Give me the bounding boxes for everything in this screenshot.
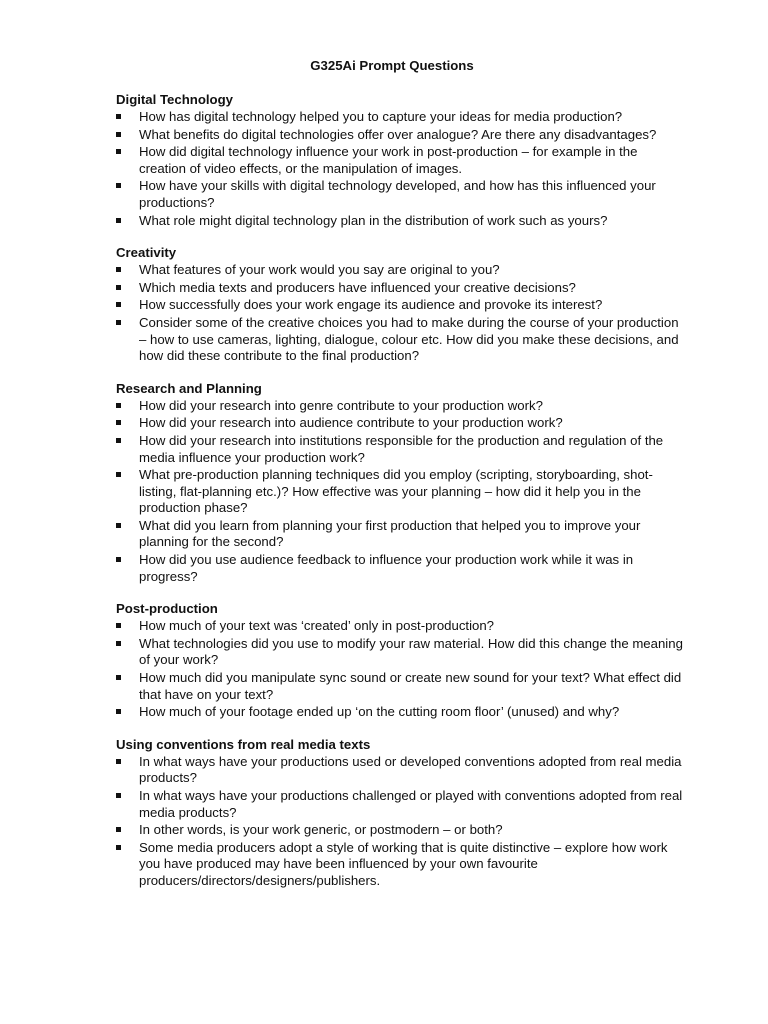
question-text: How much of your footage ended up ‘on the cutting room floor’ (unused) and why? — [139, 704, 620, 720]
question-item — [116, 467, 684, 517]
square-bullet-icon — [116, 557, 121, 562]
square-bullet-icon — [116, 218, 121, 223]
question-list — [116, 262, 679, 365]
square-bullet-icon — [116, 623, 121, 628]
question-item — [116, 552, 684, 585]
question-item — [116, 178, 684, 211]
square-bullet-icon — [116, 472, 121, 477]
question-text: How did your research into genre contribute to your production work? — [139, 397, 543, 413]
square-bullet-icon — [116, 114, 121, 119]
square-bullet-icon — [116, 285, 121, 290]
question-text: Which media texts and producers have influenced your creative decisions? — [139, 279, 576, 295]
section-heading: Using conventions from real media texts — [116, 736, 371, 752]
question-item — [116, 788, 684, 821]
section-heading: Post-production — [116, 601, 218, 617]
square-bullet-icon — [116, 675, 121, 680]
question-text: How much did you manipulate sync sound or create new sound for your text? What effect did that have on your text? — [139, 670, 682, 702]
square-bullet-icon — [116, 183, 121, 188]
question-list — [116, 618, 683, 721]
question-list — [116, 109, 668, 229]
question-text: What features of your work would you say are original to you? — [139, 262, 500, 278]
section-heading: Research and Planning — [116, 380, 262, 396]
question-text: In other words, is your work generic, or postmodern – or both? — [139, 822, 503, 838]
section-creativity — [116, 245, 679, 365]
question-item — [116, 704, 684, 721]
question-list — [116, 753, 683, 890]
square-bullet-icon — [116, 827, 121, 832]
question-text: How did digital technology influence your work in post-production – for example in the creation of video effects, or the manipulation of images. — [139, 144, 638, 176]
document-title: G325Ai Prompt Questions — [310, 58, 474, 73]
question-text: How successfully does your work engage its audience and provoke its interest? — [139, 297, 603, 313]
question-text: Consider some of the creative choices you had to make during the course of your production – how to use cameras, lighting, dialogue, colour etc. How did you make these decisions, and how did these contribute to the final production? — [139, 314, 679, 364]
square-bullet-icon — [116, 149, 121, 154]
square-bullet-icon — [116, 709, 121, 714]
question-item — [116, 636, 684, 669]
question-text: How did your research into institutions responsible for the production and regulation of the media influence your production work? — [139, 432, 664, 465]
question-item — [116, 433, 684, 466]
square-bullet-icon — [116, 641, 121, 646]
section-digital-technology — [116, 92, 668, 229]
question-text: Some media producers adopt a style of working that is quite distinctive – explore how work you have produced may have been influenced by your own favourite producers/directors/designers/publishers. — [139, 839, 668, 888]
question-item — [116, 518, 684, 551]
question-text: What did you learn from planning your first production that helped you to improve your planning for the second? — [139, 517, 641, 550]
square-bullet-icon — [116, 793, 121, 798]
question-item — [116, 280, 684, 297]
question-text: In what ways have your productions used or developed conventions adopted from real media products? — [139, 753, 682, 786]
square-bullet-icon — [116, 420, 121, 425]
question-item — [116, 297, 684, 314]
question-text: What pre-production planning techniques did you employ (scripting, storyboarding, shot-listing, flat-planning etc.)? How effective was your planning – how did it help you in the production phase? — [139, 467, 653, 516]
question-text: How has digital technology helped you to capture your ideas for media production? — [139, 109, 623, 124]
question-item — [116, 618, 684, 635]
section-heading: Creativity — [116, 245, 177, 261]
square-bullet-icon — [116, 267, 121, 272]
question-item — [116, 144, 684, 177]
square-bullet-icon — [116, 302, 121, 307]
section-heading: Digital Technology — [116, 92, 233, 107]
question-item — [116, 754, 684, 787]
question-item — [116, 840, 684, 890]
question-item — [116, 262, 684, 279]
sections-container — [116, 92, 683, 890]
question-text: In what ways have your productions challenged or played with conventions adopted from real media products? — [139, 788, 683, 820]
question-text: How did your research into audience contribute to your production work? — [139, 415, 563, 431]
question-item — [116, 213, 684, 230]
question-text: How much of your text was ‘created’ only in post-production? — [139, 618, 495, 634]
question-text: What role might digital technology plan in the distribution of work such as yours? — [139, 212, 608, 228]
question-item — [116, 822, 684, 839]
question-item — [116, 315, 684, 365]
question-text: What technologies did you use to modify your raw material. How did this change the meaning of your work? — [139, 635, 683, 668]
square-bullet-icon — [116, 523, 121, 528]
question-text: What benefits do digital technologies offer over analogue? Are there any disadvantages? — [139, 126, 657, 142]
question-text: How have your skills with digital technology developed, and how has this influenced your productions? — [139, 178, 656, 210]
square-bullet-icon — [116, 759, 121, 764]
square-bullet-icon — [116, 438, 121, 443]
section-research-and-planning — [116, 381, 668, 586]
square-bullet-icon — [116, 132, 121, 137]
question-item — [116, 398, 684, 415]
question-item — [116, 415, 684, 432]
square-bullet-icon — [116, 320, 121, 325]
question-text: How did you use audience feedback to influence your production work while it was in progress? — [139, 552, 634, 584]
section-post-production — [116, 601, 683, 721]
question-list — [116, 398, 668, 586]
question-item — [116, 670, 684, 703]
square-bullet-icon — [116, 845, 121, 850]
question-item — [116, 127, 684, 144]
question-item — [116, 109, 684, 126]
square-bullet-icon — [116, 403, 121, 408]
section-using-conventions-from-real-media-texts — [116, 736, 683, 890]
